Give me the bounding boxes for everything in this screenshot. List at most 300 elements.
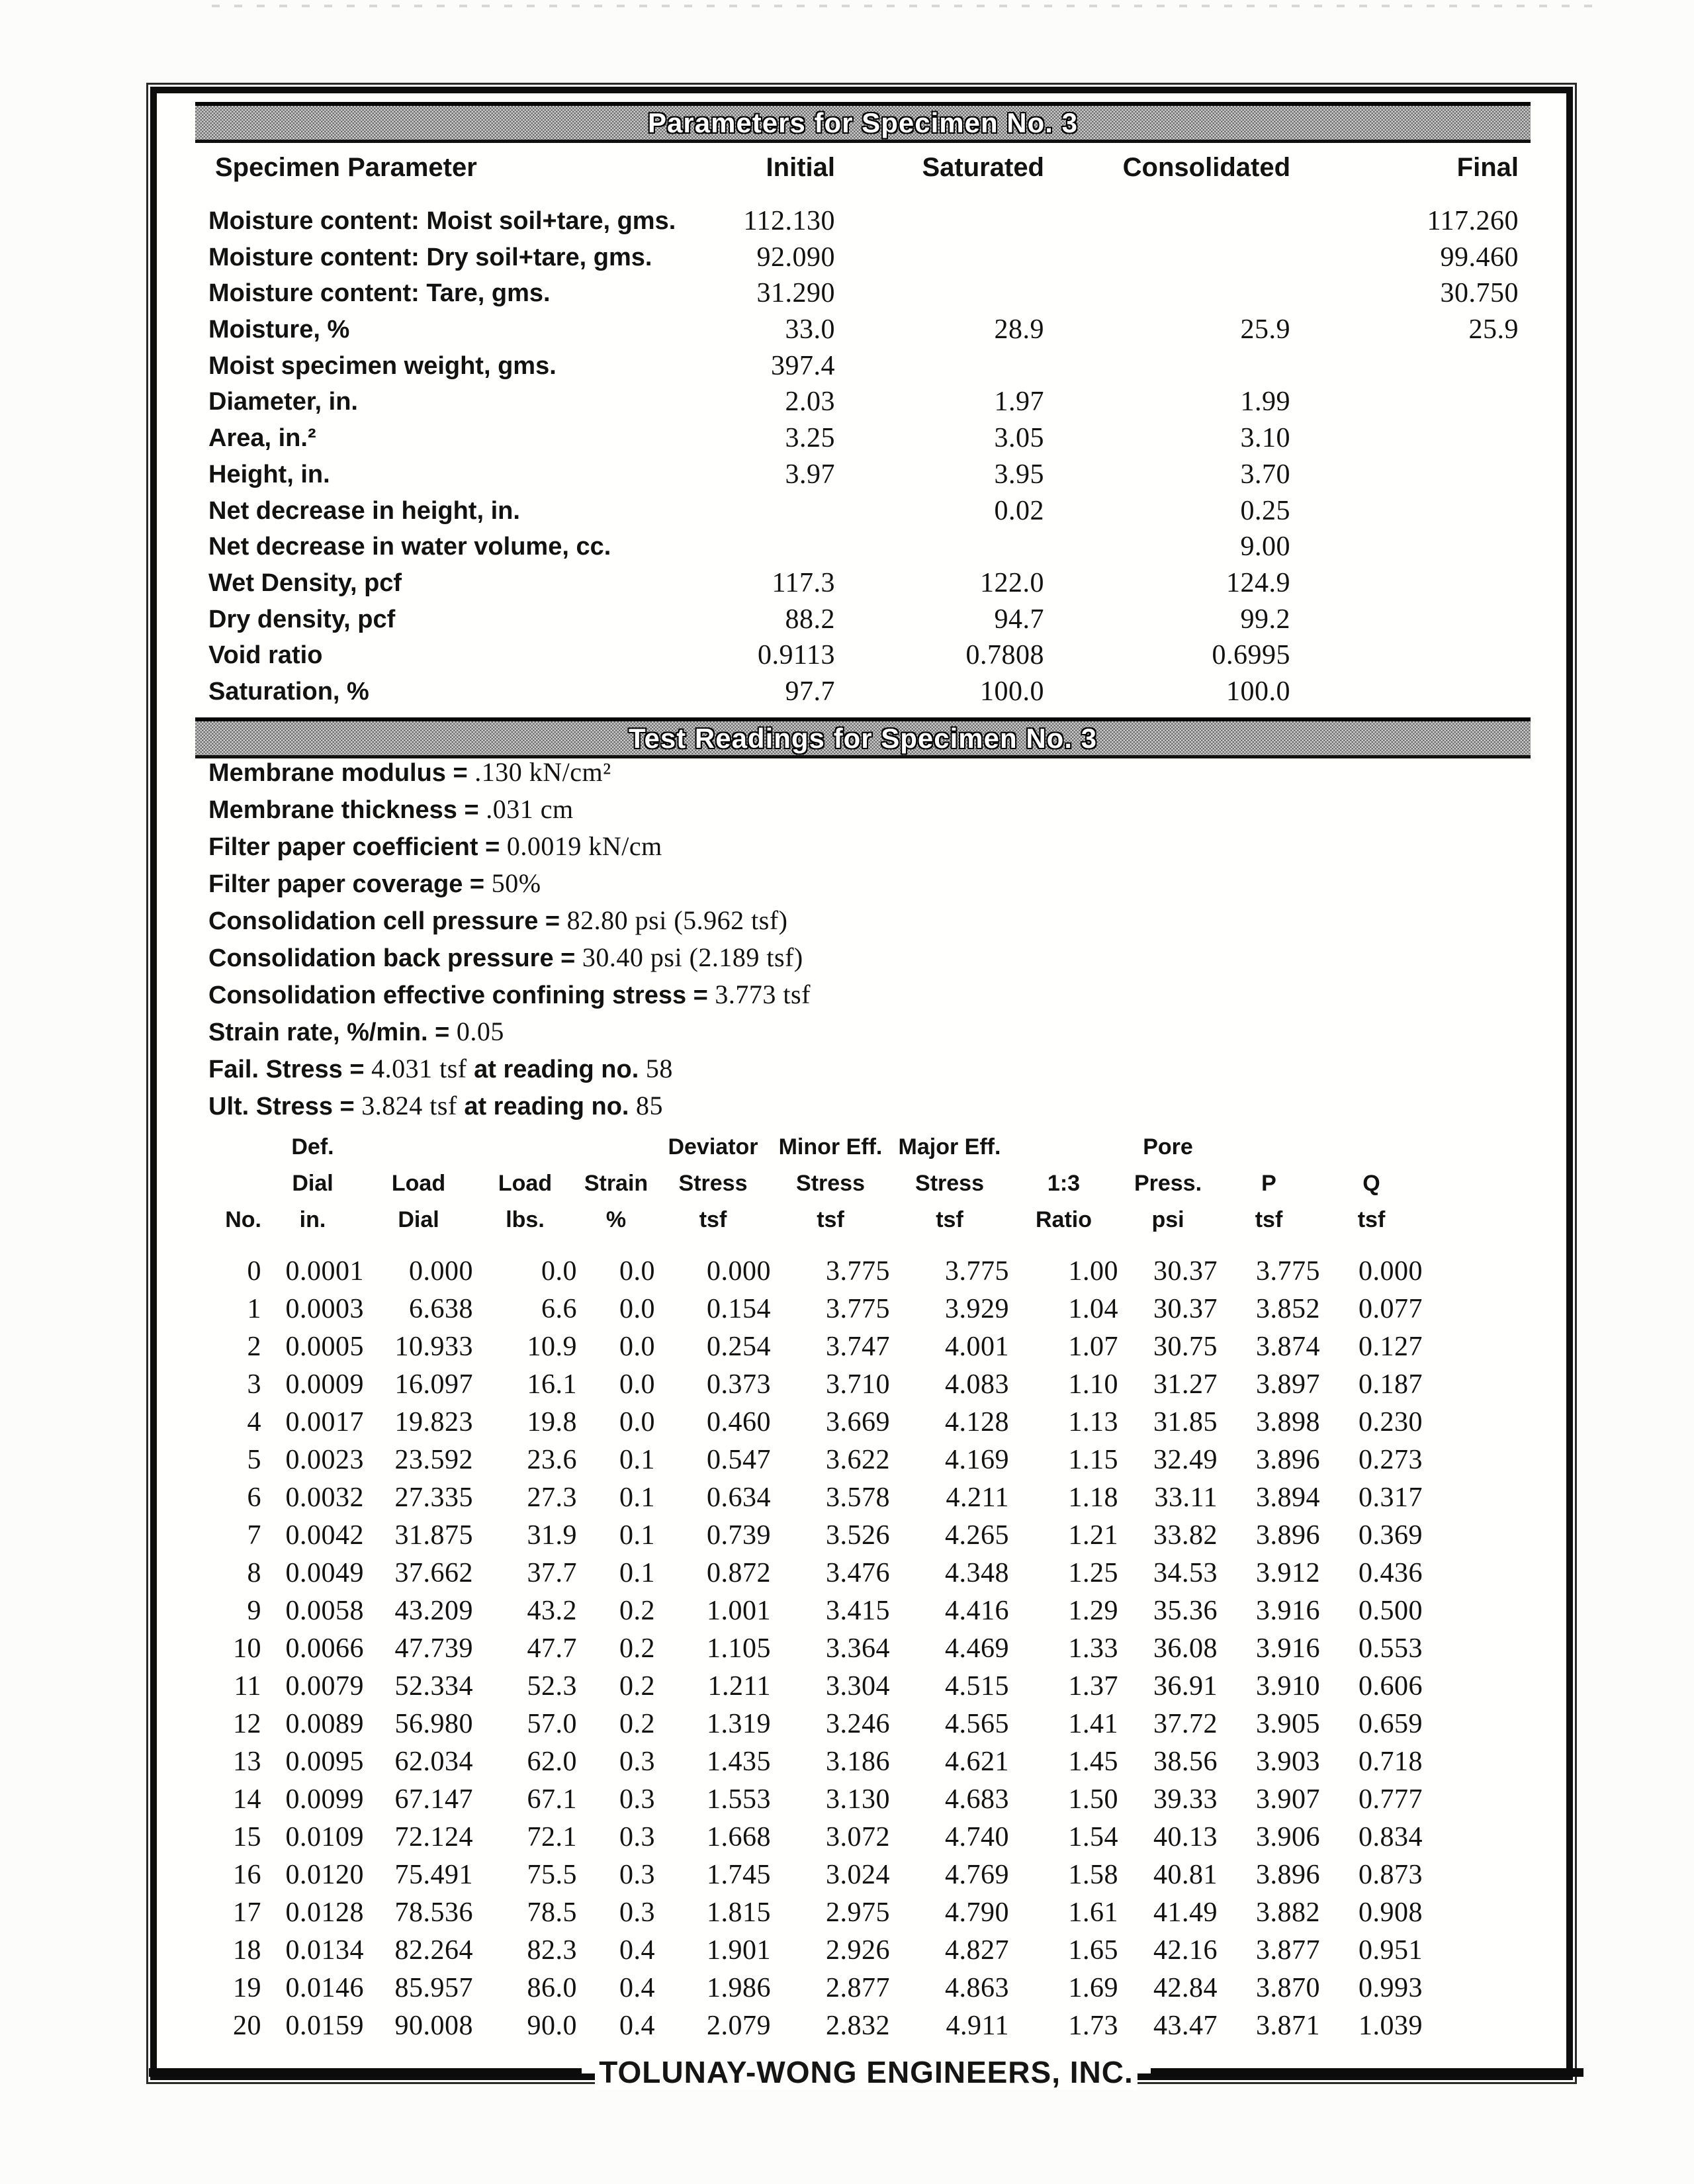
parameter-value-final [1290, 493, 1519, 529]
readings-cell: 0.606 [1359, 1671, 1423, 1702]
parameter-value-final [1290, 420, 1519, 457]
readings-cell: 0.777 [1359, 1784, 1423, 1815]
readings-cell: 0.1 [619, 1482, 655, 1513]
parameter-value-saturated: 94.7 [994, 604, 1044, 635]
readings-cell: 3.910 [1256, 1671, 1320, 1702]
readings-cell: 0.2 [619, 1633, 655, 1664]
readings-cell: 42.16 [1153, 1935, 1218, 1966]
readings-cell: 0.739 [707, 1520, 771, 1551]
parameter-value-saturated [835, 275, 1044, 312]
parameter-value-saturated [835, 529, 1044, 565]
column-header-specimen-parameter: Specimen Parameter [215, 153, 477, 182]
readings-cell: 0.154 [707, 1294, 771, 1324]
readings-cell: 31.27 [1153, 1369, 1218, 1400]
parameter-value-saturated: 3.05 [994, 423, 1044, 454]
readings-cell: 1.29 [1068, 1596, 1118, 1626]
readings-cell: 0.0042 [285, 1520, 364, 1551]
readings-cell: 1.00 [1068, 1256, 1118, 1287]
parameter-value-consolidated [1044, 348, 1290, 385]
readings-cell: 0.634 [707, 1482, 771, 1513]
test-parameter-line [208, 976, 1540, 1013]
test-parameter-line [208, 865, 1540, 902]
readings-header-line: Dial [292, 1171, 334, 1196]
readings-cell: 3.024 [826, 1860, 890, 1890]
readings-cell: 62.034 [394, 1747, 473, 1777]
readings-cell: 4.083 [945, 1369, 1009, 1400]
readings-cell: 33.11 [1154, 1482, 1218, 1513]
readings-cell: 1 [247, 1294, 261, 1324]
readings-cell: 1.04 [1068, 1294, 1118, 1324]
parameter-label: Net decrease in height, in. [208, 496, 520, 525]
readings-cell: 4.416 [945, 1596, 1009, 1626]
parameter-value-consolidated: 0.6995 [1212, 640, 1290, 671]
readings-header-line: No. [225, 1207, 261, 1232]
readings-header-cell [890, 1129, 1009, 1238]
parameter-value-consolidated: 1.99 [1240, 387, 1290, 418]
readings-cell: 0.0095 [285, 1747, 364, 1777]
readings-cell: 3.905 [1256, 1709, 1320, 1739]
readings-cell: 0.0159 [285, 2011, 364, 2041]
readings-cell: 4.001 [945, 1332, 1009, 1362]
readings-cell: 38.56 [1153, 1747, 1218, 1777]
readings-cell: 2.079 [707, 2011, 771, 2041]
readings-cell: 0.0099 [285, 1784, 364, 1815]
readings-cell: 1.65 [1068, 1935, 1118, 1966]
readings-cell: 0.4 [619, 1973, 655, 2003]
test-parameter-label: Consolidation cell pressure = [208, 907, 567, 935]
parameter-value-final: 30.750 [1440, 278, 1519, 309]
readings-cell: 1.745 [707, 1860, 771, 1890]
readings-cell: 16.1 [527, 1369, 577, 1400]
readings-header-line: tsf [699, 1207, 727, 1232]
footer-rule-right [1151, 2068, 1583, 2077]
readings-cell: 0.0058 [285, 1596, 364, 1626]
readings-cell: 41.49 [1153, 1897, 1218, 1928]
readings-header-cell [1009, 1129, 1118, 1238]
readings-cell: 57.0 [527, 1709, 577, 1739]
readings-header-cell [261, 1129, 364, 1238]
readings-cell: 4.515 [945, 1671, 1009, 1702]
test-parameter-line [208, 939, 1540, 976]
readings-cell: 33.82 [1153, 1520, 1218, 1551]
readings-cell: 3.775 [826, 1256, 890, 1287]
parameter-value-final: 25.9 [1468, 314, 1519, 345]
readings-cell: 1.37 [1068, 1671, 1118, 1702]
parameter-value-consolidated: 9.00 [1240, 531, 1290, 563]
readings-cell: 3.916 [1256, 1596, 1320, 1626]
test-readings-section-header [195, 717, 1531, 758]
readings-cell: 31.875 [394, 1520, 473, 1551]
readings-cell: 67.1 [527, 1784, 577, 1815]
test-parameter-value: 85 [636, 1091, 664, 1120]
readings-cell: 3.578 [826, 1482, 890, 1513]
readings-cell: 0.0003 [285, 1294, 364, 1324]
readings-cell: 43.2 [527, 1596, 577, 1626]
footer [149, 2055, 1583, 2089]
readings-cell: 15 [233, 1822, 261, 1852]
parameter-value-saturated: 122.0 [980, 567, 1044, 598]
readings-cell: 4 [247, 1407, 261, 1437]
parameter-value-initial: 397.4 [771, 350, 835, 381]
readings-cell: 4.769 [945, 1860, 1009, 1890]
readings-cell: 0.0 [619, 1256, 655, 1287]
parameter-label: Moisture, % [208, 316, 350, 344]
parameter-value-consolidated: 0.25 [1240, 495, 1290, 526]
readings-cell: 3.882 [1256, 1897, 1320, 1928]
readings-cell: 47.739 [394, 1633, 473, 1664]
readings-cell: 1.039 [1359, 2011, 1423, 2041]
readings-cell: 3.526 [826, 1520, 890, 1551]
readings-cell: 4.211 [946, 1482, 1009, 1513]
readings-header-line: Major Eff. [898, 1134, 1001, 1160]
readings-cell: 0.4 [619, 1935, 655, 1966]
readings-cell: 0.000 [409, 1256, 473, 1287]
readings-cell: 3.710 [826, 1369, 890, 1400]
readings-cell: 1.50 [1068, 1784, 1118, 1815]
readings-cell: 0.0 [619, 1332, 655, 1362]
readings-cell: 52.334 [394, 1671, 473, 1702]
test-parameter-label: Fail. Stress = [208, 1056, 372, 1083]
readings-cell: 0.0089 [285, 1709, 364, 1739]
readings-cell: 3.896 [1256, 1445, 1320, 1475]
readings-header-line: Press. [1134, 1171, 1202, 1196]
readings-cell: 39.33 [1153, 1784, 1218, 1815]
readings-header-cell [1218, 1129, 1320, 1238]
test-parameter-value: 0.05 [456, 1017, 504, 1046]
readings-cell: 1.54 [1068, 1822, 1118, 1852]
readings-cell: 6.638 [409, 1294, 473, 1324]
parameter-value-initial: 117.3 [772, 567, 835, 598]
readings-cell: 0.0009 [285, 1369, 364, 1400]
readings-header-line: tsf [936, 1207, 963, 1232]
readings-header-line: Deviator [668, 1134, 758, 1160]
readings-cell: 0.0023 [285, 1445, 364, 1475]
readings-cell: 0.077 [1359, 1294, 1423, 1324]
parameter-value-consolidated: 100.0 [1226, 676, 1290, 707]
readings-cell: 8 [247, 1558, 261, 1588]
readings-cell: 27.335 [394, 1482, 473, 1513]
test-parameter-value: 3.824 tsf [361, 1091, 457, 1120]
readings-cell: 1.105 [707, 1633, 771, 1664]
readings-cell: 23.592 [394, 1445, 473, 1475]
readings-cell: 0.872 [707, 1558, 771, 1588]
parameter-value-saturated: 0.02 [994, 495, 1044, 526]
parameter-value-saturated [835, 348, 1044, 385]
readings-cell: 40.81 [1153, 1860, 1218, 1890]
readings-cell: 0.0032 [285, 1482, 364, 1513]
readings-cell: 43.209 [394, 1596, 473, 1626]
readings-cell: 36.08 [1153, 1633, 1218, 1664]
readings-cell: 16.097 [394, 1369, 473, 1400]
readings-cell: 0.0 [541, 1256, 577, 1287]
readings-cell: 0.0049 [285, 1558, 364, 1588]
parameters-table [208, 203, 1570, 710]
readings-cell: 3.476 [826, 1558, 890, 1588]
readings-cell: 3.072 [826, 1822, 890, 1852]
readings-cell: 0.3 [619, 1784, 655, 1815]
readings-cell: 4.740 [945, 1822, 1009, 1852]
parameter-label: Moisture content: Tare, gms. [208, 279, 551, 308]
readings-cell: 0.0005 [285, 1332, 364, 1362]
readings-cell: 0.373 [707, 1369, 771, 1400]
readings-header-line: Q [1362, 1171, 1380, 1196]
test-parameter-label: Filter paper coefficient = [208, 833, 507, 861]
readings-cell: 0.187 [1359, 1369, 1423, 1400]
readings-cell: 0.0066 [285, 1633, 364, 1664]
readings-cell: 0.2 [619, 1671, 655, 1702]
readings-cell: 0.834 [1359, 1822, 1423, 1852]
parameter-value-final [1290, 529, 1519, 565]
parameter-value-final [1290, 384, 1519, 420]
readings-cell: 75.5 [527, 1860, 577, 1890]
readings-cell: 0.3 [619, 1897, 655, 1928]
readings-header-line: Stress [915, 1171, 984, 1196]
readings-header-line: Strain [584, 1171, 648, 1196]
readings-cell: 3.775 [1256, 1256, 1320, 1287]
readings-header-line: Load [498, 1171, 553, 1196]
parameter-label: Height, in. [208, 460, 330, 488]
parameter-label: Area, in.² [208, 424, 316, 453]
readings-cell: 17 [233, 1897, 261, 1928]
readings-cell: 3.775 [826, 1294, 890, 1324]
readings-header-line: 1:3 [1047, 1171, 1081, 1196]
readings-cell: 2.975 [826, 1897, 890, 1928]
parameter-value-consolidated: 124.9 [1226, 567, 1290, 598]
parameter-value-initial: 2.03 [785, 387, 835, 418]
readings-cell: 4.911 [946, 2011, 1009, 2041]
readings-cell: 4.348 [945, 1558, 1009, 1588]
readings-header-cell [364, 1129, 473, 1238]
readings-cell: 3.907 [1256, 1784, 1320, 1815]
test-parameter-line [208, 1087, 1540, 1124]
parameter-label: Diameter, in. [208, 388, 358, 416]
readings-cell: 27.3 [527, 1482, 577, 1513]
readings-cell: 10.933 [394, 1332, 473, 1362]
readings-header-line: % [605, 1207, 627, 1232]
readings-cell: 42.84 [1153, 1973, 1218, 2003]
readings-cell: 2 [247, 1332, 261, 1362]
readings-cell: 40.13 [1153, 1822, 1218, 1852]
test-parameter-line [208, 1050, 1540, 1087]
readings-cell: 1.69 [1068, 1973, 1118, 2003]
readings-cell: 0.1 [619, 1520, 655, 1551]
parameter-value-saturated: 1.97 [994, 387, 1044, 418]
parameter-value-initial: 31.290 [756, 278, 835, 309]
parameter-value-final: 99.460 [1440, 242, 1519, 273]
readings-header-line: Dial [398, 1207, 439, 1232]
readings-cell: 30.37 [1153, 1256, 1218, 1287]
readings-cell: 7 [247, 1520, 261, 1551]
parameter-value-consolidated: 25.9 [1240, 314, 1290, 345]
test-parameter-line [208, 902, 1540, 939]
readings-cell: 62.0 [527, 1747, 577, 1777]
readings-cell: 3.622 [826, 1445, 890, 1475]
readings-cell: 2.877 [826, 1973, 890, 2003]
readings-cell: 3.415 [826, 1596, 890, 1626]
readings-cell: 0.436 [1359, 1558, 1423, 1588]
readings-header-line: Def. [291, 1134, 334, 1160]
readings-cell: 0.3 [619, 1822, 655, 1852]
parameters-section-header [195, 102, 1531, 143]
readings-cell: 1.553 [707, 1784, 771, 1815]
test-parameter-line [208, 1013, 1540, 1050]
readings-cell: 1.15 [1068, 1445, 1118, 1475]
readings-cell: 67.147 [394, 1784, 473, 1815]
readings-cell: 23.6 [527, 1445, 577, 1475]
readings-cell: 1.815 [707, 1897, 771, 1928]
parameters-table-header [208, 149, 1570, 186]
readings-cell: 78.5 [527, 1897, 577, 1928]
readings-cell: 3.304 [826, 1671, 890, 1702]
readings-cell: 3.130 [826, 1784, 890, 1815]
parameter-label: Moisture content: Moist soil+tare, gms. [208, 207, 676, 235]
document-frame [150, 87, 1573, 2089]
readings-cell: 3.894 [1256, 1482, 1320, 1513]
readings-cell: 3.246 [826, 1709, 890, 1739]
readings-cell: 18 [233, 1935, 261, 1966]
test-parameter-label: Ult. Stress = [208, 1093, 362, 1120]
test-parameter-value: 50% [491, 868, 541, 898]
test-parameter-value: 30.40 psi (2.189 tsf) [582, 942, 803, 972]
readings-header-line: in. [299, 1207, 326, 1232]
readings-cell: 3.898 [1256, 1407, 1320, 1437]
readings-header-line: psi [1151, 1207, 1184, 1232]
readings-cell: 11 [234, 1671, 261, 1702]
readings-cell: 20 [233, 2011, 261, 2041]
parameter-label: Net decrease in water volume, cc. [208, 533, 611, 561]
parameter-value-initial: 88.2 [785, 604, 835, 635]
readings-cell: 0.0017 [285, 1407, 364, 1437]
test-parameter-value: 0.0019 kN/cm [506, 831, 662, 861]
readings-cell: 0.873 [1359, 1860, 1423, 1890]
readings-cell: 4.683 [945, 1784, 1009, 1815]
readings-cell: 47.7 [527, 1633, 577, 1664]
readings-cell: 4.621 [945, 1747, 1009, 1777]
readings-cell: 3.852 [1256, 1294, 1320, 1324]
readings-cell: 75.491 [394, 1860, 473, 1890]
readings-cell: 0.0134 [285, 1935, 364, 1966]
test-parameter-label: Filter paper coverage = [208, 870, 492, 898]
readings-cell: 0.718 [1359, 1747, 1423, 1777]
readings-header-line: tsf [1255, 1207, 1283, 1232]
readings-cell: 82.3 [527, 1935, 577, 1966]
parameter-value-consolidated: 3.10 [1240, 423, 1290, 454]
parameter-value-consolidated [1044, 203, 1290, 240]
readings-cell: 1.58 [1068, 1860, 1118, 1890]
parameter-value-final [1290, 457, 1519, 493]
readings-cell: 82.264 [394, 1935, 473, 1966]
readings-header-cell [577, 1129, 655, 1238]
readings-cell: 1.986 [707, 1973, 771, 2003]
readings-cell: 4.863 [945, 1973, 1009, 2003]
test-parameter-label: Strain rate, %/min. = [208, 1019, 457, 1046]
parameter-value-initial: 33.0 [785, 314, 835, 345]
parameter-value-initial [682, 529, 835, 565]
readings-cell: 2.832 [826, 2011, 890, 2041]
readings-cell: 72.124 [394, 1822, 473, 1852]
parameter-value-final [1290, 348, 1519, 385]
parameters-section-title: Parameters for Specimen No. 3 [648, 107, 1078, 138]
column-header-final: Final [1456, 153, 1519, 182]
parameter-label: Saturation, % [208, 677, 369, 705]
readings-cell: 3.896 [1256, 1860, 1320, 1890]
readings-header-line: tsf [817, 1207, 844, 1232]
readings-cell: 1.10 [1068, 1369, 1118, 1400]
readings-cell: 0.4 [619, 2011, 655, 2041]
readings-cell: 19 [233, 1973, 261, 2003]
readings-cell: 72.1 [527, 1822, 577, 1852]
readings-cell: 3.903 [1256, 1747, 1320, 1777]
readings-cell: 4.128 [945, 1407, 1009, 1437]
readings-cell: 5 [247, 1445, 261, 1475]
readings-cell: 1.901 [707, 1935, 771, 1966]
readings-cell: 1.41 [1068, 1709, 1118, 1739]
readings-cell: 0.1 [619, 1558, 655, 1588]
readings-header-line: P [1261, 1171, 1276, 1196]
readings-cell: 3.916 [1256, 1633, 1320, 1664]
parameter-value-saturated: 28.9 [994, 314, 1044, 345]
readings-cell: 0.2 [619, 1596, 655, 1626]
readings-header-cell [771, 1129, 890, 1238]
readings-header-line: lbs. [506, 1207, 545, 1232]
readings-cell: 0.0146 [285, 1973, 364, 2003]
readings-header-line: tsf [1357, 1207, 1386, 1232]
readings-cell: 1.435 [707, 1747, 771, 1777]
readings-cell: 3.906 [1256, 1822, 1320, 1852]
readings-cell: 32.49 [1153, 1445, 1218, 1475]
readings-cell: 1.61 [1068, 1897, 1118, 1928]
readings-cell: 19.8 [527, 1407, 577, 1437]
readings-table [157, 1253, 1423, 2045]
readings-cell: 1.001 [707, 1596, 771, 1626]
readings-cell: 0.000 [707, 1256, 771, 1287]
readings-cell: 0.369 [1359, 1520, 1423, 1551]
readings-header-cell [655, 1129, 771, 1238]
readings-cell: 4.827 [945, 1935, 1009, 1966]
readings-header-line: Stress [796, 1171, 865, 1196]
readings-cell: 10.9 [527, 1332, 577, 1362]
column-header-saturated: Saturated [922, 153, 1044, 182]
readings-cell: 0.2 [619, 1709, 655, 1739]
parameter-value-final [1290, 565, 1519, 602]
parameter-label: Moist specimen weight, gms. [208, 351, 557, 380]
readings-cell: 34.53 [1153, 1558, 1218, 1588]
readings-cell: 1.13 [1068, 1407, 1118, 1437]
parameter-value-saturated [835, 240, 1044, 276]
parameter-value-consolidated: 99.2 [1240, 604, 1290, 635]
readings-cell: 6 [247, 1482, 261, 1513]
readings-cell: 0.0 [619, 1369, 655, 1400]
readings-cell: 0.000 [1359, 1256, 1423, 1287]
readings-cell: 1.668 [707, 1822, 771, 1852]
readings-header-line: Stress [678, 1171, 748, 1196]
readings-cell: 0.659 [1359, 1709, 1423, 1739]
readings-header-line: Ratio [1036, 1207, 1092, 1232]
readings-cell: 85.957 [394, 1973, 473, 2003]
readings-cell: 3.897 [1256, 1369, 1320, 1400]
readings-cell: 0.0109 [285, 1822, 364, 1852]
test-parameter-label: Consolidation effective confining stress = [208, 981, 715, 1009]
readings-cell: 0.993 [1359, 1973, 1423, 2003]
readings-header-cell [1320, 1129, 1423, 1238]
parameter-value-saturated [835, 203, 1044, 240]
readings-cell: 1.73 [1068, 2011, 1118, 2041]
company-name: TOLUNAY-WONG ENGINEERS, INC. [595, 2054, 1137, 2090]
parameter-value-final [1290, 602, 1519, 638]
readings-header-line: Minor Eff. [778, 1134, 883, 1160]
readings-cell: 35.36 [1153, 1596, 1218, 1626]
readings-cell: 9 [247, 1596, 261, 1626]
